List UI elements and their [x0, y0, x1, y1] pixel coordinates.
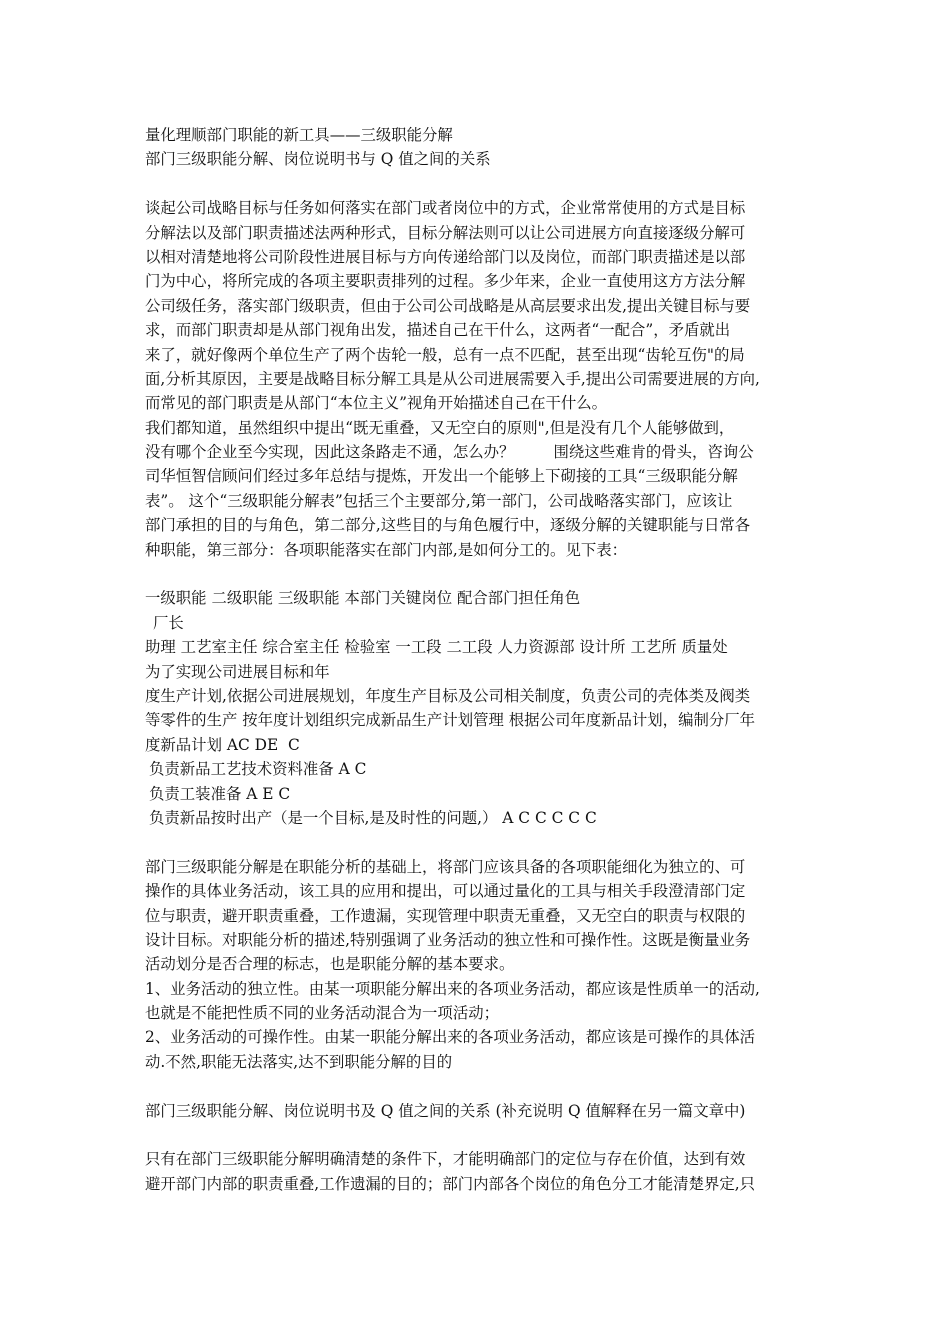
text-line: 而常见的部门职责是从部门“本位主义”视角开始描述自己在干什么。 — [145, 394, 608, 413]
text-line: 部门三级职能分解是在职能分析的基础上，将部门应该具备的各项职能细化为独立的、可 — [145, 857, 746, 876]
table-cell-line: 度生产计划,依据公司进展规划，年度生产目标及公司相关制度，负责公司的壳体类及阀类 — [145, 686, 751, 705]
text-line: 部门承担的目的与角色，第二部分,这些目的与角色履行中，逐级分解的关键职能与日常各 — [145, 516, 751, 535]
text-line: 动.不然,职能无法落实,达不到职能分解的目的 — [145, 1052, 453, 1071]
doc-subtitle: 部门三级职能分解、岗位说明书与 Q 值之间的关系 — [145, 150, 491, 169]
text-line: 求，而部门职责却是从部门视角出发，描述自己在干什么，这两者“一配合”，矛盾就出 — [145, 321, 731, 340]
text-line: 没有哪个企业至今实现，因此这条路走不通，怎么办？ 围绕这些难肯的骨头，咨询公 — [145, 443, 754, 462]
intro-paragraph — [145, 196, 817, 416]
table-header-row: 一级职能 二级职能 三级职能 本部门关键岗位 配合部门担任角色 — [145, 589, 581, 608]
table-cell-line: 等零件的生产 按年度计划组织完成新品生产计划管理 根据公司年度新品计划，编制分厂年 — [145, 711, 756, 730]
table-cell-line: 助理 工艺室主任 综合室主任 检验室 一工段 二工段 人力资源部 设计所 工艺所 质量处 — [145, 638, 728, 657]
text-line: 2、业务活动的可操作性。由某一职能分解出来的各项业务活动，都应该是可操作的具体活 — [145, 1028, 756, 1047]
doc-title: 量化理顺部门职能的新工具——三级职能分解 — [145, 126, 453, 144]
text-line: 公司级任务，落实部门级职责，但由于公司公司战略是从高层要求出发,提出关键目标与要 — [145, 296, 751, 315]
text-line: 来了，就好像两个单位生产了两个齿轮一般，总有一点不匹配，甚至出现“齿轮互伤"的局 — [145, 345, 745, 364]
analysis-paragraph — [145, 855, 817, 1075]
text-line: 只有在部门三级职能分解明确清楚的条件下，才能明确部门的定位与存在价值，达到有效 — [145, 1150, 746, 1169]
text-line: 谈起公司战略目标与任务如何落实在部门或者岗位中的方式，企业常常使用的方式是目标 — [145, 199, 746, 218]
text-line: 面,分析其原因，主要是战略目标分解工具是从公司进展需要入手,提出公司需要进展的方向, — [145, 369, 760, 388]
text-line: 1、业务活动的独立性。由某一项职能分解出来的各项业务活动，都应该是性质单一的活动, — [145, 979, 760, 998]
text-line: 门为中心，将所完成的各项主要职责排列的过程。多少年来，企业一直使用这方方法分解 — [145, 272, 746, 291]
text-line: 以相对清楚地将公司阶段性进展目标与方向传递给部门以及岗位，而部门职责描述是以部 — [145, 247, 746, 266]
text-line: 位与职责，避开职责重叠，工作遗漏，实现管理中职责无重叠，又无空白的职责与权限的 — [145, 906, 746, 925]
table-cell-line: 厂长 — [153, 613, 184, 632]
table-cell-line: 负责新品按时出产（是一个目标,是及时性的问题,） A C C C C C — [149, 808, 597, 827]
text-line: 活动划分是否合理的标志，也是职能分解的基本要求。 — [145, 955, 515, 974]
text-line: 表”。 这个“三级职能分解表”包括三个主要部分,第一部门，公司战略落实部门，应该让 — [145, 491, 733, 510]
table-cell-line: 为了实现公司进展目标和年 — [145, 662, 330, 681]
document-page — [145, 123, 817, 1196]
table-cell-line: 度新品计划 AC DE C — [145, 735, 300, 754]
function-table — [145, 586, 817, 830]
table-cell-line: 负责工装准备 A E C — [149, 784, 291, 803]
text-line: 操作的具体业务活动，该工具的应用和提出，可以通过量化的工具与相关手段澄清部门定 — [145, 882, 746, 901]
text-line: 设计目标。对职能分析的描述,特别强调了业务活动的独立性和可操作性。这既是衡量业务 — [145, 930, 751, 949]
text-line: 司华恒智信顾问们经过多年总结与提炼，开发出一个能够上下砌接的工具“三级职能分解 — [145, 467, 738, 486]
text-line: 避开部门内部的职责重叠,工作遗漏的目的；部门内部各个岗位的角色分工才能清楚界定,只 — [145, 1174, 756, 1193]
text-line: 分解法以及部门职责描述法两种形式，目标分解法则可以让公司进展方向直接逐级分解可 — [145, 223, 746, 242]
second-paragraph — [145, 416, 817, 562]
text-line: 也就是不能把性质不同的业务活动混合为一项活动； — [145, 1004, 499, 1023]
table-cell-line: 负责新品工艺技术资料准备 A C — [149, 760, 367, 779]
section-heading: 部门三级职能分解、岗位说明书及 Q 值之间的关系 (补充说明 Q 值解释在另一篇文章中) — [145, 1101, 746, 1120]
closing-paragraph — [145, 1147, 817, 1196]
text-line: 我们都知道，虽然组织中提出“既无重叠，又无空白的原则",但是没有几个人能够做到， — [145, 418, 735, 437]
text-line: 种职能，第三部分：各项职能落实在部门内部,是如何分工的。见下表： — [145, 540, 628, 559]
